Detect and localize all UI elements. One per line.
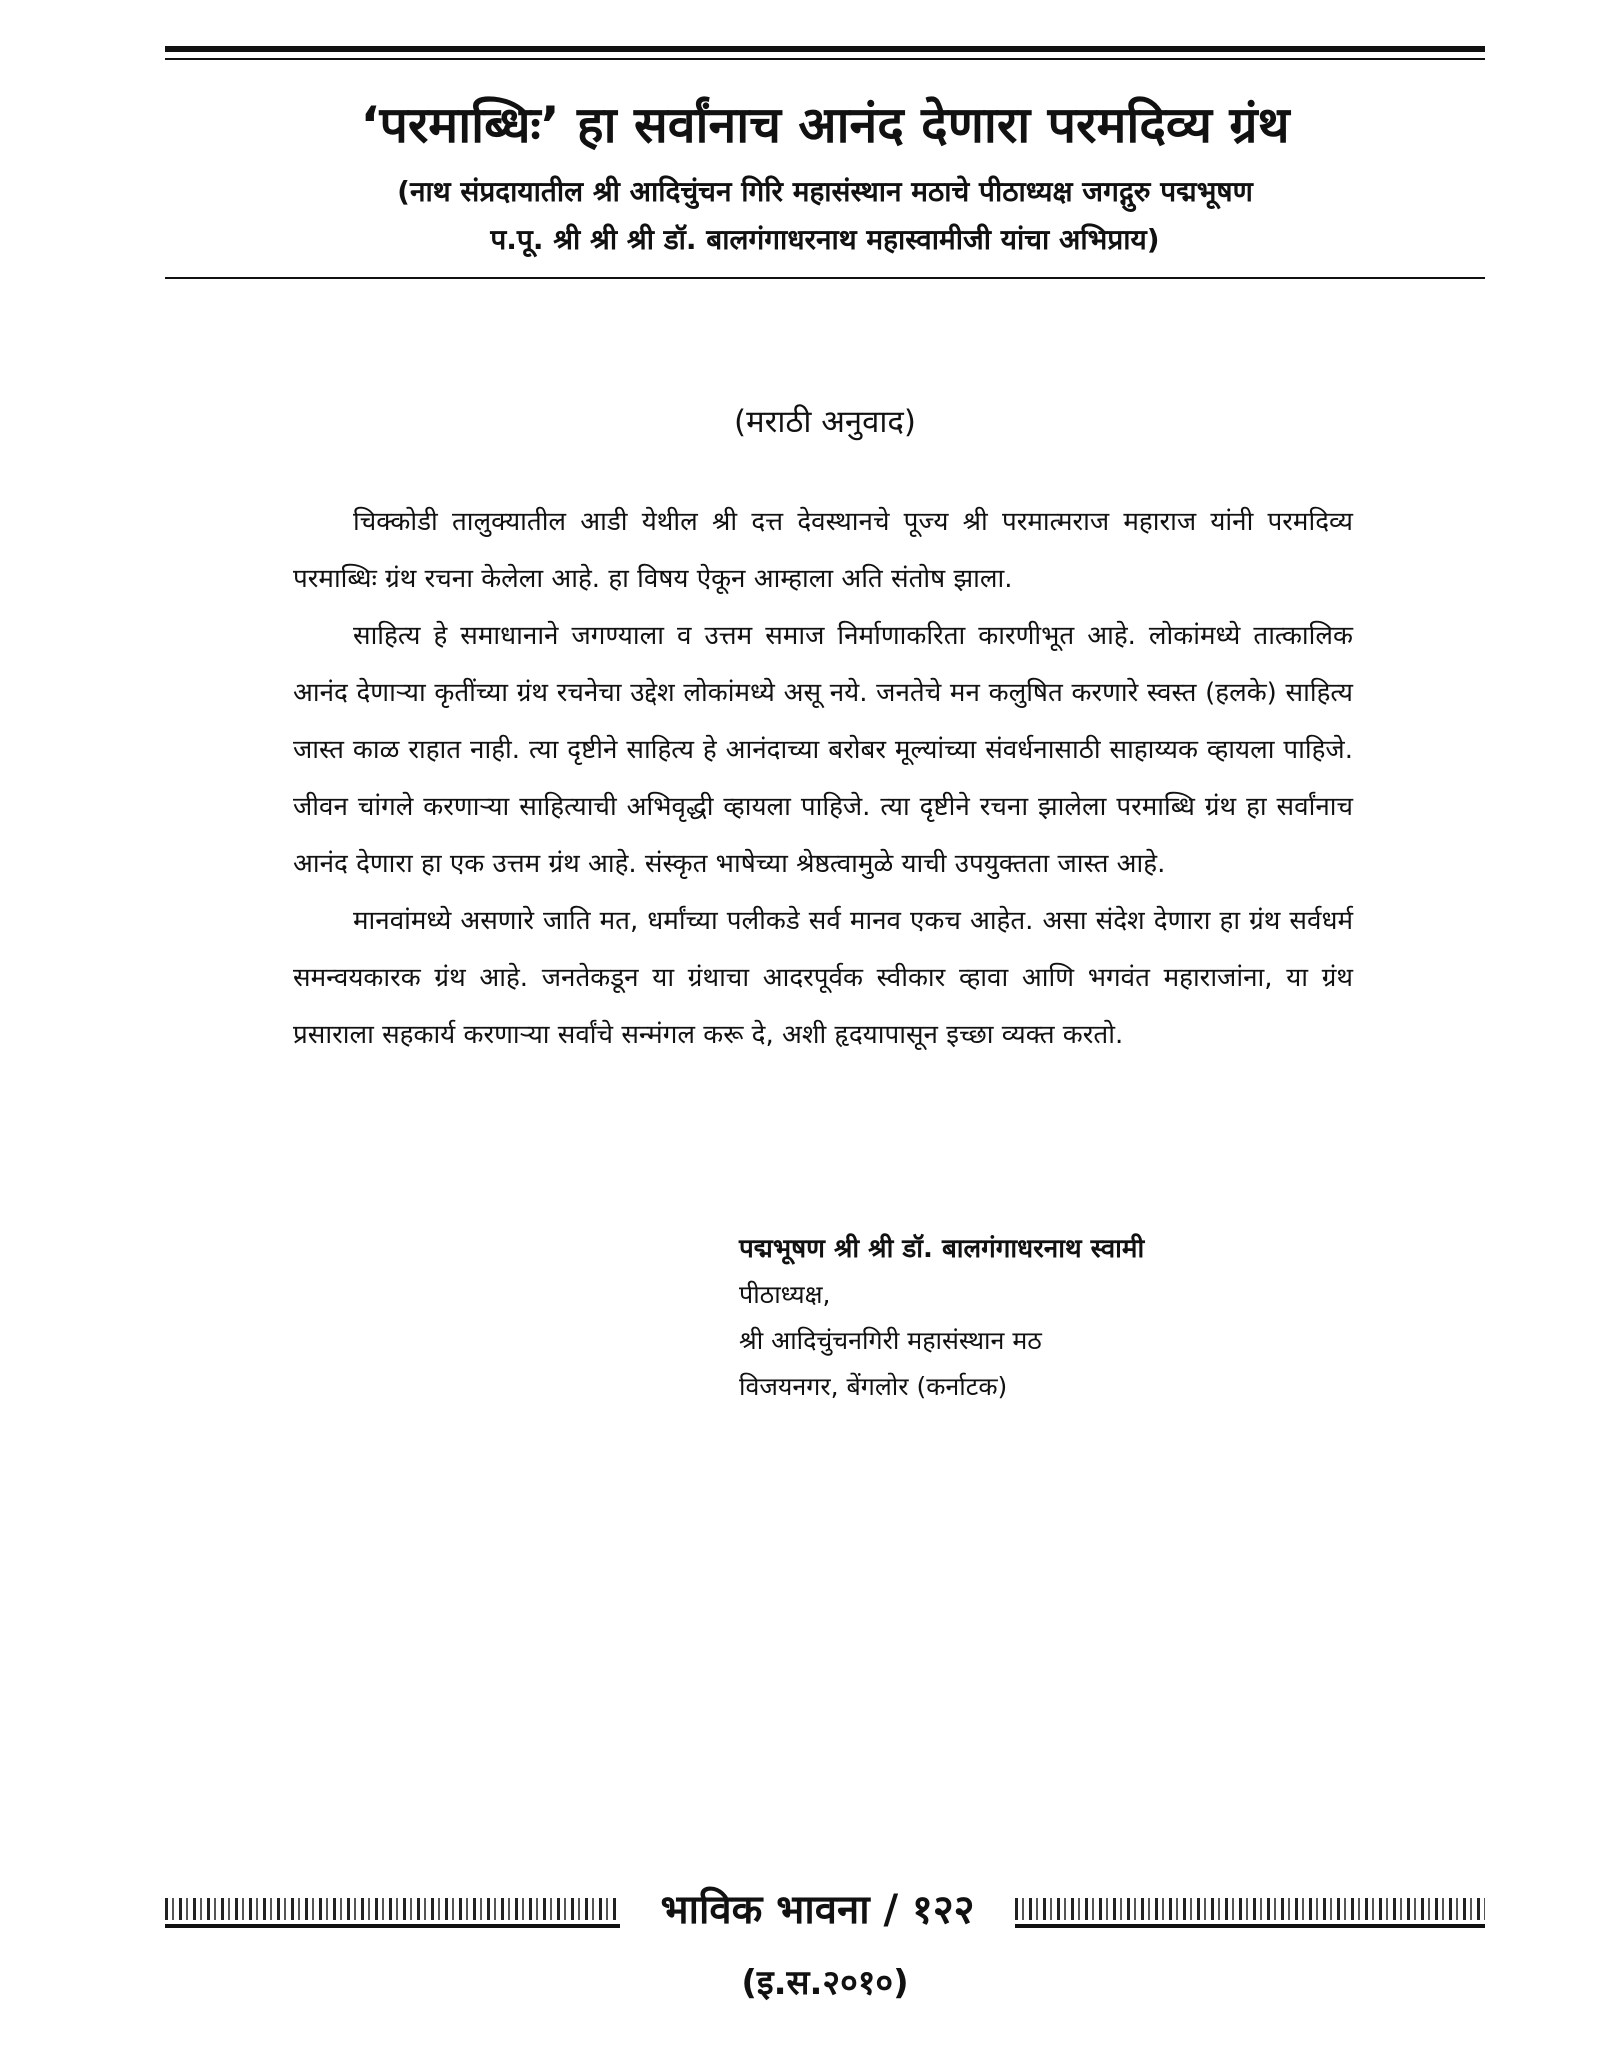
- decorative-border-left: [165, 1898, 620, 1920]
- footer-rule-right: [1015, 1924, 1485, 1928]
- paragraph: साहित्य हे समाधानाने जगण्याला व उत्तम समाज निर्माणाकरिता कारणीभूत आहे. लोकांमध्ये तात्कालिक आनंद देणाऱ्या कृतींच्या ग्रंथ रचनेचा उद्देश लोकांमध्ये असू नये. जनतेचे मन कलुषित करणारे स्वस्त (हलके) साहित्य जास्त काळ राहात नाही. त्या दृष्टीने साहित्य हे आनंदाच्या बरोबर मूल्यांच्या संवर्धनासाठी साहाय्यक व्हायला पाहिजे. जीवन चांगले करणाऱ्या साहित्याची अभिवृद्धी व्हायला पाहिजे. त्या दृष्टीने रचना झालेला परमाब्धि ग्रंथ हा सर्वांनाच आनंद देणारा हा एक उत्तम ग्रंथ आहे. संस्कृत भाषेच्या श्रेष्ठत्वामुळे याची उपयुक्तता जास्त आहे.: [293, 621, 1353, 879]
- body-text: [293, 494, 1353, 1064]
- page-title: ‘परमाब्धिः’ हा सर्वांनाच आनंद देणारा परमदिव्य ग्रंथ: [360, 96, 1290, 154]
- subtitle-line-2: प.पू. श्री श्री श्री डॉ. बालगंगाधरनाथ महास्वामीजी यांचा अभिप्राय): [490, 223, 1160, 256]
- header-bottom-rule: [165, 277, 1485, 279]
- footer-label: [630, 1880, 1005, 1940]
- footer-year: (इ.स.२०१०): [741, 1963, 909, 2003]
- subtitle-line-1: (नाथ संप्रदायातील श्री आदिचुंचन गिरि महासंस्थान मठाचे पीठाध्यक्ष जगद्गुरु पद्मभूषण: [397, 175, 1253, 208]
- book-name: भाविक भावना: [660, 1887, 870, 1933]
- signatory-institution: श्री आदिचुंचनगिरी महासंस्थान मठ: [739, 1326, 1042, 1355]
- signatory-title: पीठाध्यक्ष,: [739, 1280, 831, 1309]
- top-rule-thin: [165, 58, 1485, 60]
- signatory-name: पद्मभूषण श्री श्री डॉ. बालगंगाधरनाथ स्वामी: [739, 1234, 1145, 1264]
- footer-rule-left: [165, 1924, 620, 1928]
- decorative-border-right: [1015, 1898, 1485, 1920]
- page-footer: [165, 1880, 1485, 1950]
- page-number: १२२: [912, 1887, 975, 1933]
- paragraph: चिक्कोडी तालुक्यातील आडी येथील श्री दत्त देवस्थानचे पूज्य श्री परमात्मराज महाराज यांनी परमदिव्य परमाब्धिः ग्रंथ रचना केलेला आहे. हा विषय ऐकून आम्हाला अति संतोष झाला.: [293, 507, 1353, 594]
- signatory-location: विजयनगर, बेंगलोर (कर्नाटक): [739, 1372, 1008, 1401]
- page-subtitle: [165, 168, 1485, 264]
- top-rule-thick: [165, 46, 1485, 52]
- signature-block: [739, 1226, 1379, 1410]
- footer-separator: /: [883, 1887, 899, 1933]
- translation-note: (मराठी अनुवाद): [734, 404, 916, 440]
- paragraph: मानवांमध्ये असणारे जाति मत, धर्मांच्या पलीकडे सर्व मानव एकच आहेत. असा संदेश देणारा हा ग्रंथ सर्वधर्म समन्वयकारक ग्रंथ आहे. जनतेकडून या ग्रंथाचा आदरपूर्वक स्वीकार व्हावा आणि भगवंत महाराजांना, या ग्रंथ प्रसाराला सहकार्य करणाऱ्या सर्वांचे सन्मंगल करू दे, अशी हृदयापासून इच्छा व्यक्त करतो.: [293, 906, 1353, 1050]
